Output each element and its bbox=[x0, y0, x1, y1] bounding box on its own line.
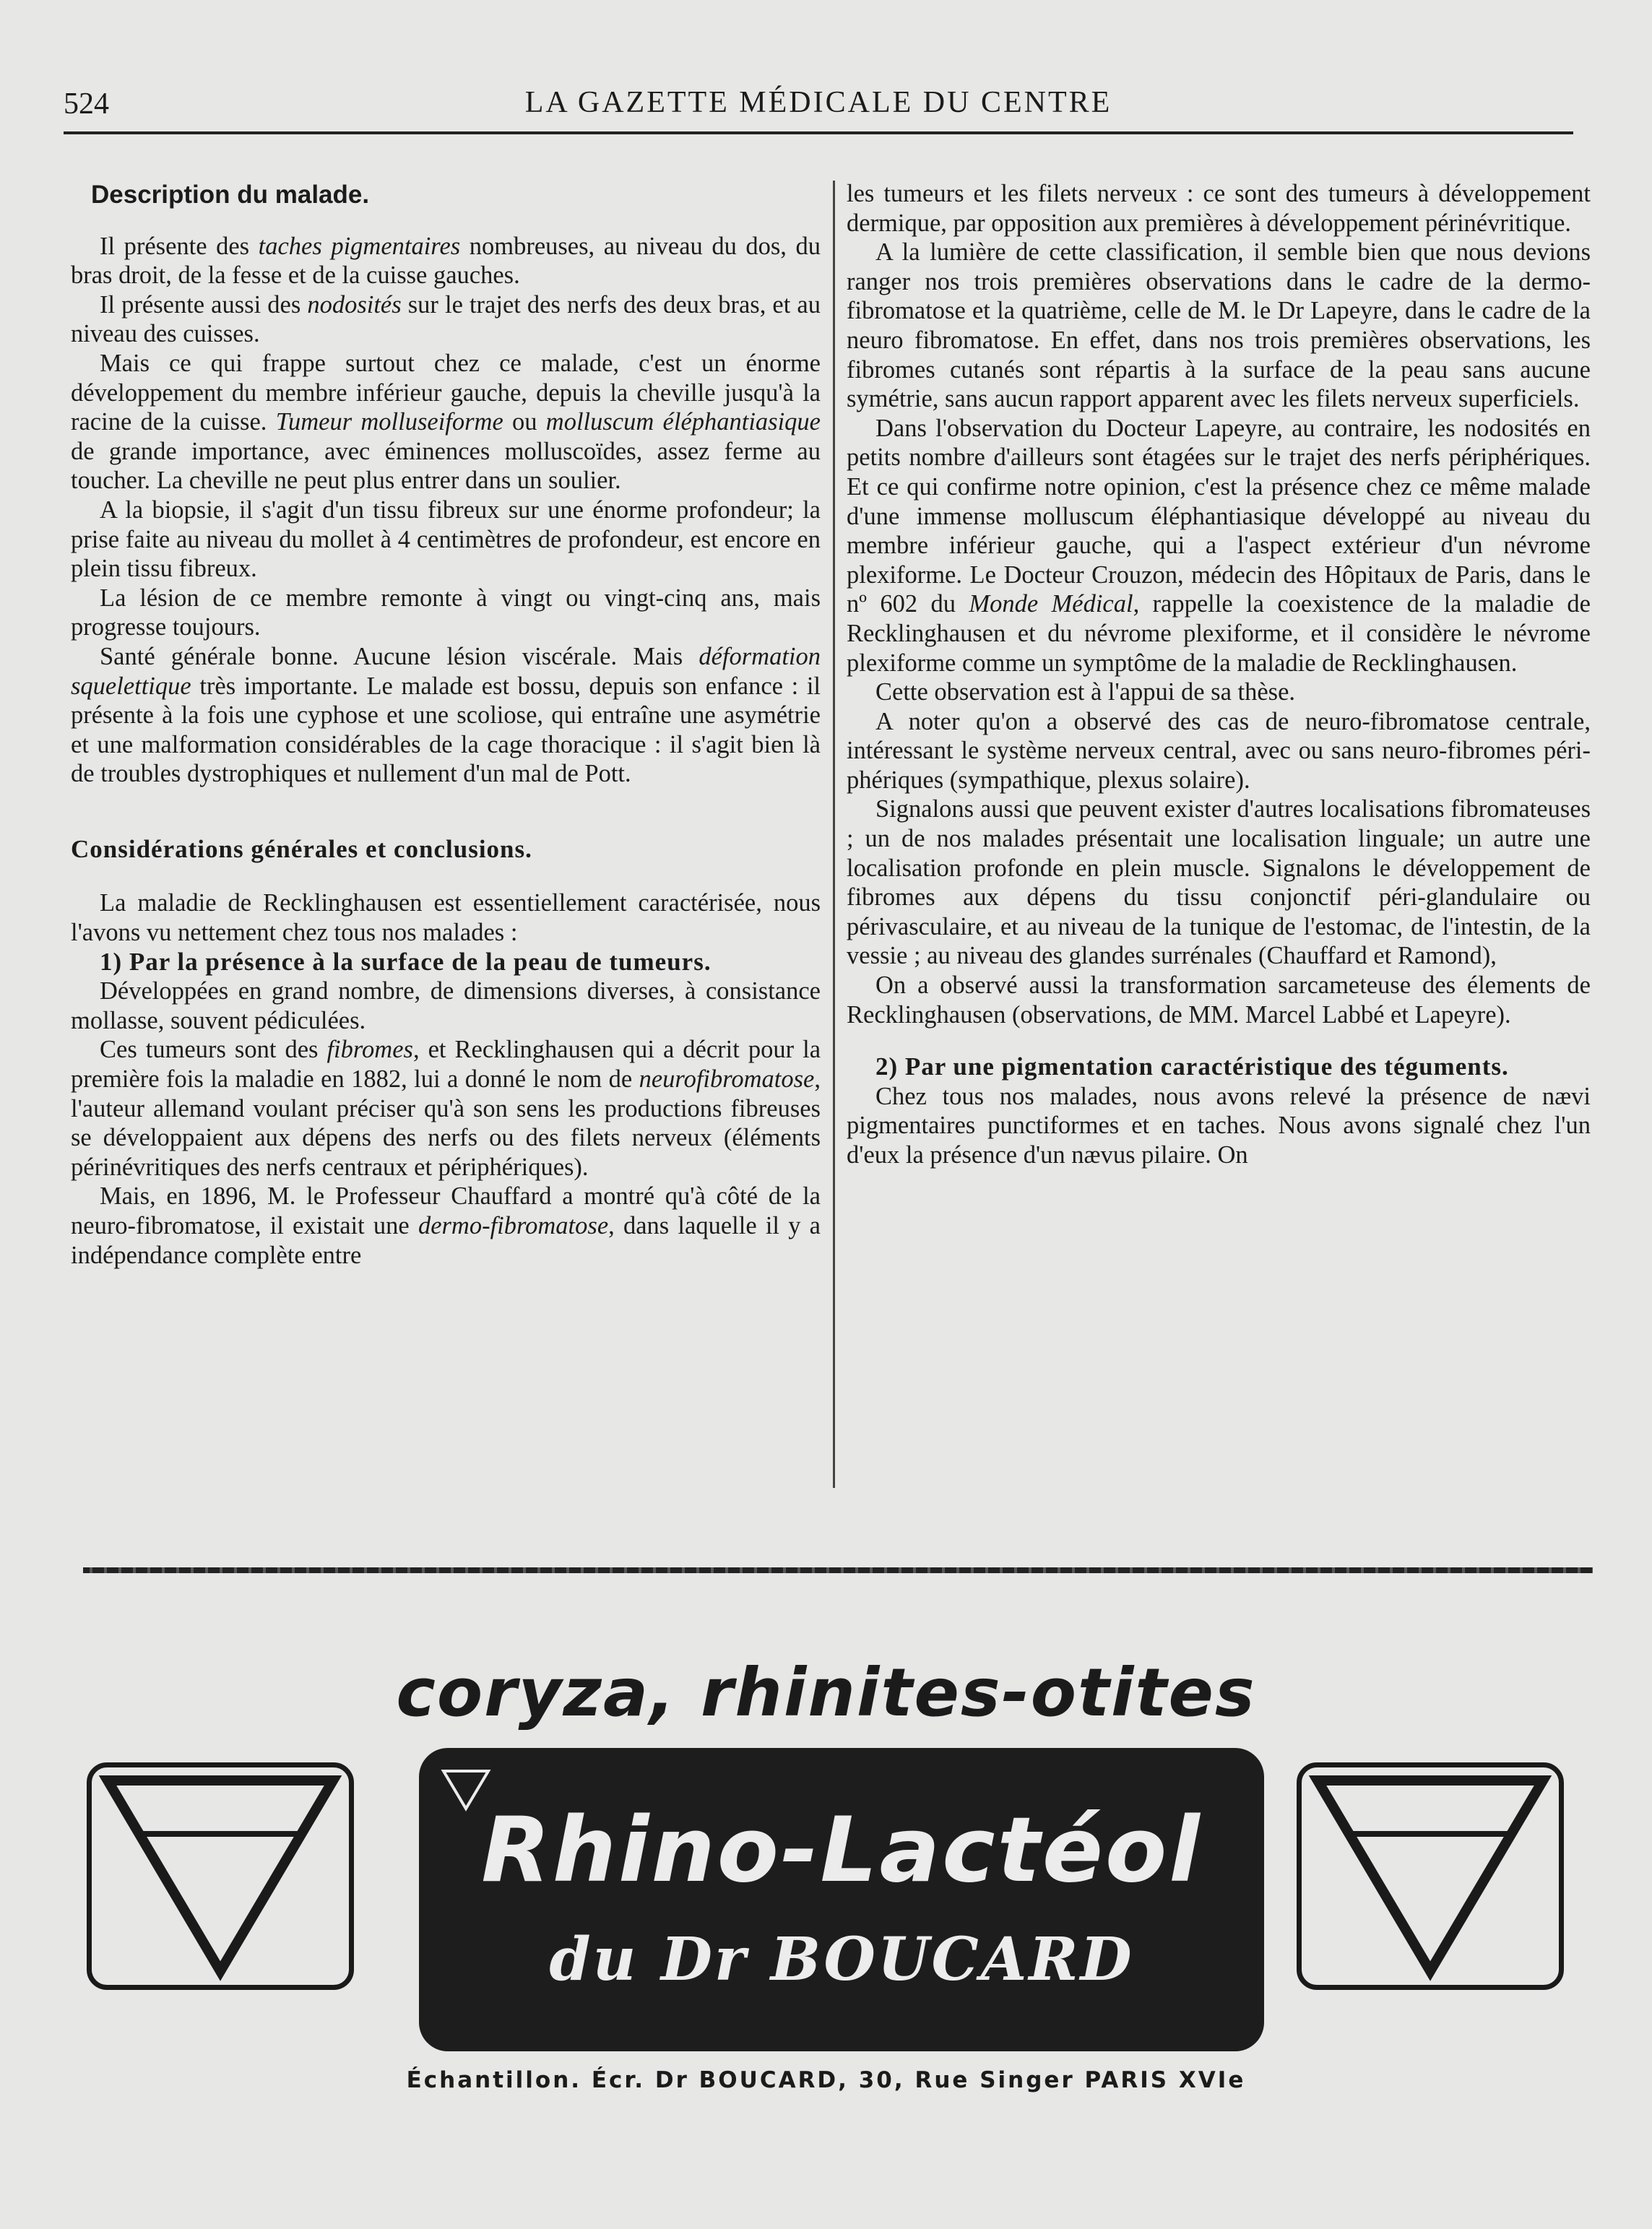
text-run: Dans l'observation du Docteur Lapeyre, au contraire, les nodosités en petits nombre d'ailleurs sont étagées sur le trajet des nerfs périphériques. Et ce qui confirme notre opinion, c'est la présence chez ce même malade d'une immense molluscum éléphantiasique développé au niveau du membre inférieur gauche, qui a l'aspect extérieur d'un névrome plexiforme. Le Docteur Crouzon, médecin des Hôpitaux de Paris, dans le nº 602 du bbox=[847, 414, 1591, 618]
journal-title: LA GAZETTE MÉDICALE DU CENTRE bbox=[524, 86, 1112, 119]
paragraph: La lésion de ce membre remonte à vingt ou vingt-cinq ans, mais progresse toujours. bbox=[71, 584, 821, 641]
paragraph: A noter qu'on a observé des cas de neuro-fibromatose centrale, intéressant le système nerveux central, avec ou sans neuro-fibromes péri-phériques (sympathique, plexus solaire). bbox=[847, 707, 1591, 794]
ad-maker-name: du Dr BOUCARD bbox=[549, 1925, 1134, 1994]
text-run: Santé générale bonne. Aucune lésion viscérale. Mais bbox=[100, 642, 699, 670]
spacer bbox=[847, 1029, 1591, 1052]
paragraph bbox=[847, 414, 1591, 678]
paragraph bbox=[71, 1182, 821, 1270]
right-column bbox=[847, 179, 1591, 1170]
down-triangle-icon-graphic bbox=[1302, 1767, 1559, 1985]
down-triangle-icon bbox=[87, 1762, 354, 1990]
text-run: Ces tumeurs sont des bbox=[100, 1036, 327, 1064]
italic-term: molluscum éléphantiasique bbox=[545, 408, 821, 436]
text-run: de grande importance, avec éminences molluscoïdes, assez ferme au toucher. La cheville ne peut plus entrer dans un soulier. bbox=[71, 437, 821, 495]
italic-term: fibromes bbox=[326, 1036, 413, 1064]
section-heading-considerations: Considérations générales et conclusions. bbox=[71, 834, 532, 863]
italic-term: neurofibromatose bbox=[639, 1065, 815, 1094]
page-number: 524 bbox=[64, 87, 109, 121]
paragraph: La maladie de Recklinghausen est essentiellement caractérisée, nous l'avons vu nettement chez tous nos malades : bbox=[71, 889, 821, 947]
paragraph: A la biopsie, il s'agit d'un tissu fibreux sur une énorme profondeur; la prise faite au niveau du mollet à 4 centimètres de profondeur, est encore en plein tissu fibreux. bbox=[71, 495, 821, 583]
italic-term: déformation squelettique bbox=[71, 642, 821, 700]
italic-term: Monde Médical bbox=[969, 590, 1133, 618]
italic-term: nodosités bbox=[307, 290, 402, 319]
text-run: , rappelle la coexistence de la maladie de Recklinghausen et du névrome plexiforme, et il considère le névrome plexiforme comme un symptôme de la maladie de Recklinghausen. bbox=[847, 590, 1591, 677]
down-triangle-icon-graphic bbox=[92, 1767, 349, 1985]
left-column bbox=[71, 181, 821, 1270]
paragraph: Signalons aussi que peuvent exister d'autres localisations fibromateuses ; un de nos malades présentait une localisation linguale; un autre une localisation profonde en plein muscle. Signalons le développement de fibromes aux dépens du tissu conjonctif péri-glandulaire ou périvasculaire, et au niveau de la tunique de l'estomac, de l'intestin, de la vessie ; au niveau des glandes surrénales (Chauffard et Ramond), bbox=[847, 795, 1591, 970]
italic-term: taches pigmentaires bbox=[258, 232, 461, 260]
paragraph: Cette observation est à l'appui de sa thèse. bbox=[875, 678, 1296, 706]
text-run: , l'auteur allemand voulant préciser qu'à son sens les productions fibreuses se développaient aux dépens des nerfs ou des filets nerveux (éléments périnévritiques des nerfs centraux et périphériques). bbox=[71, 1065, 821, 1181]
ad-product-panel bbox=[419, 1748, 1264, 2051]
header-rule bbox=[64, 131, 1573, 134]
section-heading-description: Description du malade. bbox=[91, 181, 370, 209]
advertisement-rule bbox=[83, 1567, 1593, 1573]
ad-headline: coryza, rhinites-otites bbox=[396, 1654, 1256, 1731]
text-run: Mais ce qui frappe surtout chez ce malade, c'est un énorme développement du membre inférieur gauche, depuis la cheville jusqu'à la racine de la cuisse. bbox=[71, 349, 821, 436]
subheading-1: 1) Par la présence à la surface de la peau de tumeurs. bbox=[100, 947, 712, 976]
text-run: , dans laquelle il y a indépendance complète entre bbox=[71, 1212, 821, 1269]
text-run: nombreuses, au niveau du dos, du bras droit, de la fesse et de la cuisse gauches. bbox=[71, 232, 821, 290]
text-run: ou bbox=[503, 408, 546, 436]
paragraph bbox=[71, 349, 821, 495]
paragraph: Développées en grand nombre, de dimensions diverses, à consistance mollasse, souvent pédiculées. bbox=[71, 977, 821, 1034]
page-header bbox=[64, 79, 1573, 123]
paragraph bbox=[71, 232, 821, 290]
paragraph: Chez tous nos malades, nous avons relevé la présence de nævi pigmentaires punctiformes et en taches. Nous avons signalé chez l'un d'eux la présence d'un nævus pilaire. On bbox=[847, 1082, 1591, 1169]
ad-address: Échantillon. Écr. Dr BOUCARD, 30, Rue Singer PARIS XVIe bbox=[406, 2067, 1246, 2093]
paragraph bbox=[71, 642, 821, 789]
text-run: très importante. Le malade est bossu, depuis son enfance : il présente à la fois une cyphose et une scoliose, qui entraîne une asymétrie et une malformation considérables de la cage thoracique : il s'agit bien là de troubles dystrophiques et nullement d'un mal de Pott. bbox=[71, 672, 821, 788]
column-divider bbox=[833, 181, 835, 1488]
paragraph bbox=[71, 290, 821, 349]
paragraph: A la lumière de cette classification, il semble bien que nous devions ranger nos trois premières observations dans le cadre de la dermo-fibromatose et la quatrième, celle de M. le Dr Lapeyre, dans le cadre de la neuro fibromatose. En effet, dans nos trois premières observations, les fibromes cutanés sont répartis à la surface de la peau sans aucune symétrie, sans aucun rapport apparent avec les filets nerveux superficiels. bbox=[847, 238, 1591, 413]
subheading-2: 2) Par une pigmentation caractéristique des téguments. bbox=[875, 1052, 1509, 1081]
text-run: Il présente des bbox=[100, 232, 259, 260]
down-triangle-icon bbox=[1297, 1762, 1564, 1990]
text-run: , et Recklinghausen qui a décrit pour la première fois la maladie en 1882, lui a donné le nom de bbox=[71, 1036, 821, 1094]
ad-product-name: Rhino-Lactéol bbox=[481, 1799, 1202, 1903]
paragraph bbox=[71, 1035, 821, 1182]
text-run: Il présente aussi des bbox=[100, 290, 308, 319]
italic-term: Tumeur molluseiforme bbox=[275, 408, 503, 436]
italic-term: dermo-fibromatose bbox=[418, 1212, 609, 1239]
text-run: sur le trajet des nerfs des deux bras, et au niveau des cuisses. bbox=[71, 290, 821, 348]
paragraph: les tumeurs et les filets nerveux : ce sont des tumeurs à développement dermique, par opposition aux premières à développement périnévritique. bbox=[847, 180, 1591, 237]
text-run: Mais, en 1896, M. le Professeur Chauffard a montré qu'à côté de la neuro-fibromatose, il existait une bbox=[71, 1182, 821, 1239]
paragraph: On a observé aussi la transformation sarcameteuse des élements de Recklinghausen (observations, de MM. Marcel Labbé et Lapeyre). bbox=[847, 971, 1591, 1029]
